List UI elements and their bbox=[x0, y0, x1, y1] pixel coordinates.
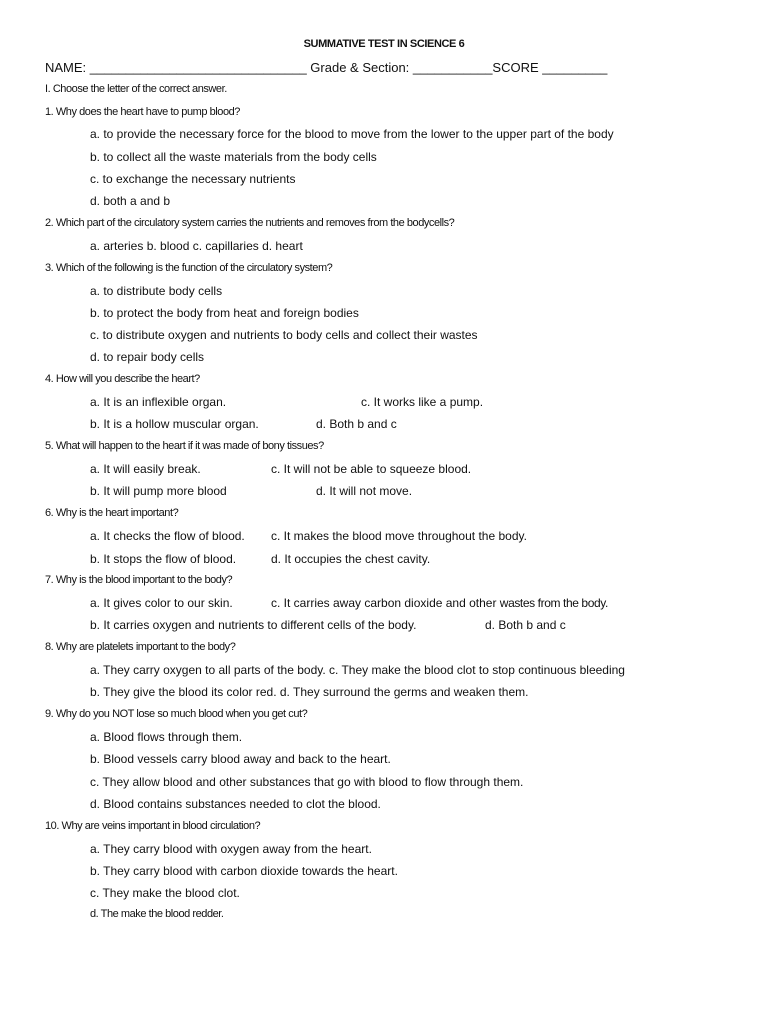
q7-option-c-tail: wastes from the body. bbox=[499, 596, 608, 610]
question-7: 7. Why is the blood important to the body? bbox=[45, 574, 233, 586]
q4-option-c: c. It works like a pump. bbox=[361, 395, 484, 409]
q7-option-a: a. It gives color to our skin. bbox=[90, 596, 233, 610]
q1-option-d: d. both a and b bbox=[90, 194, 171, 208]
q10-option-c: c. They make the blood clot. bbox=[90, 886, 240, 900]
q1-option-c: c. to exchange the necessary nutrients bbox=[90, 172, 296, 186]
q3-option-a: a. to distribute body cells bbox=[90, 284, 223, 298]
q1-option-b: b. to collect all the waste materials from the body cells bbox=[90, 150, 377, 164]
q7-option-c bbox=[271, 596, 608, 610]
question-6: 6. Why is the heart important? bbox=[45, 507, 179, 519]
q2-options: a. arteries b. blood c. capillaries d. heart bbox=[90, 239, 303, 253]
question-8: 8. Why are platelets important to the body? bbox=[45, 641, 236, 653]
q4-option-b: b. It is a hollow muscular organ. bbox=[90, 417, 259, 431]
question-9: 9. Why do you NOT lose so much blood when you get cut? bbox=[45, 708, 308, 720]
q10-option-d: d. The make the blood redder. bbox=[90, 908, 224, 920]
q9-option-d: d. Blood contains substances needed to clot the blood. bbox=[90, 797, 381, 811]
q5-option-a: a. It will easily break. bbox=[90, 462, 201, 476]
question-10: 10. Why are veins important in blood circulation? bbox=[45, 820, 261, 832]
q6-option-b: b. It stops the flow of blood. bbox=[90, 552, 237, 566]
q6-option-a: a. It checks the flow of blood. bbox=[90, 529, 245, 543]
instruction-text: I. Choose the letter of the correct answer. bbox=[45, 83, 227, 95]
q7-option-c-main: c. It carries away carbon dioxide and other bbox=[271, 596, 500, 610]
question-2: 2. Which part of the circulatory system carries the nutrients and removes from the bodycells? bbox=[45, 217, 455, 229]
q5-option-b: b. It will pump more blood bbox=[90, 484, 227, 498]
q7-option-b: b. It carries oxygen and nutrients to different cells of the body. bbox=[90, 618, 417, 632]
q9-option-b: b. Blood vessels carry blood away and back to the heart. bbox=[90, 752, 391, 766]
q7-option-d: d. Both b and c bbox=[485, 618, 566, 632]
q9-option-a: a. Blood flows through them. bbox=[90, 730, 243, 744]
q1-option-a: a. to provide the necessary force for the blood to move from the lower to the upper part of the body bbox=[90, 127, 614, 141]
q4-option-a: a. It is an inflexible organ. bbox=[90, 395, 227, 409]
q8-options-ac: a. They carry oxygen to all parts of the body. c. They make the blood clot to stop continuous bleeding bbox=[90, 663, 625, 677]
q5-option-d: d. It will not move. bbox=[316, 484, 413, 498]
q3-option-d: d. to repair body cells bbox=[90, 350, 205, 364]
question-4: 4. How will you describe the heart? bbox=[45, 373, 200, 385]
q6-option-d: d. It occupies the chest cavity. bbox=[271, 552, 431, 566]
q4-option-d: d. Both b and c bbox=[316, 417, 397, 431]
student-info-line: NAME: ______________________________ Grade & Section: ___________SCORE _________ bbox=[45, 60, 608, 75]
question-5: 5. What will happen to the heart if it was made of bony tissues? bbox=[45, 440, 324, 452]
q3-option-c: c. to distribute oxygen and nutrients to body cells and collect their wastes bbox=[90, 328, 478, 342]
q3-option-b: b. to protect the body from heat and foreign bodies bbox=[90, 306, 359, 320]
q10-option-a: a. They carry blood with oxygen away from the heart. bbox=[90, 842, 372, 856]
question-1: 1. Why does the heart have to pump blood? bbox=[45, 106, 240, 118]
q8-options-bd: b. They give the blood its color red. d. They surround the germs and weaken them. bbox=[90, 685, 529, 699]
question-3: 3. Which of the following is the function of the circulatory system? bbox=[45, 262, 333, 274]
q9-option-c: c. They allow blood and other substances that go with blood to flow through them. bbox=[90, 775, 524, 789]
q6-option-c: c. It makes the blood move throughout the body. bbox=[271, 529, 527, 543]
page-title: SUMMATIVE TEST IN SCIENCE 6 bbox=[303, 38, 465, 50]
q5-option-c: c. It will not be able to squeeze blood. bbox=[271, 462, 472, 476]
q10-option-b: b. They carry blood with carbon dioxide towards the heart. bbox=[90, 864, 398, 878]
